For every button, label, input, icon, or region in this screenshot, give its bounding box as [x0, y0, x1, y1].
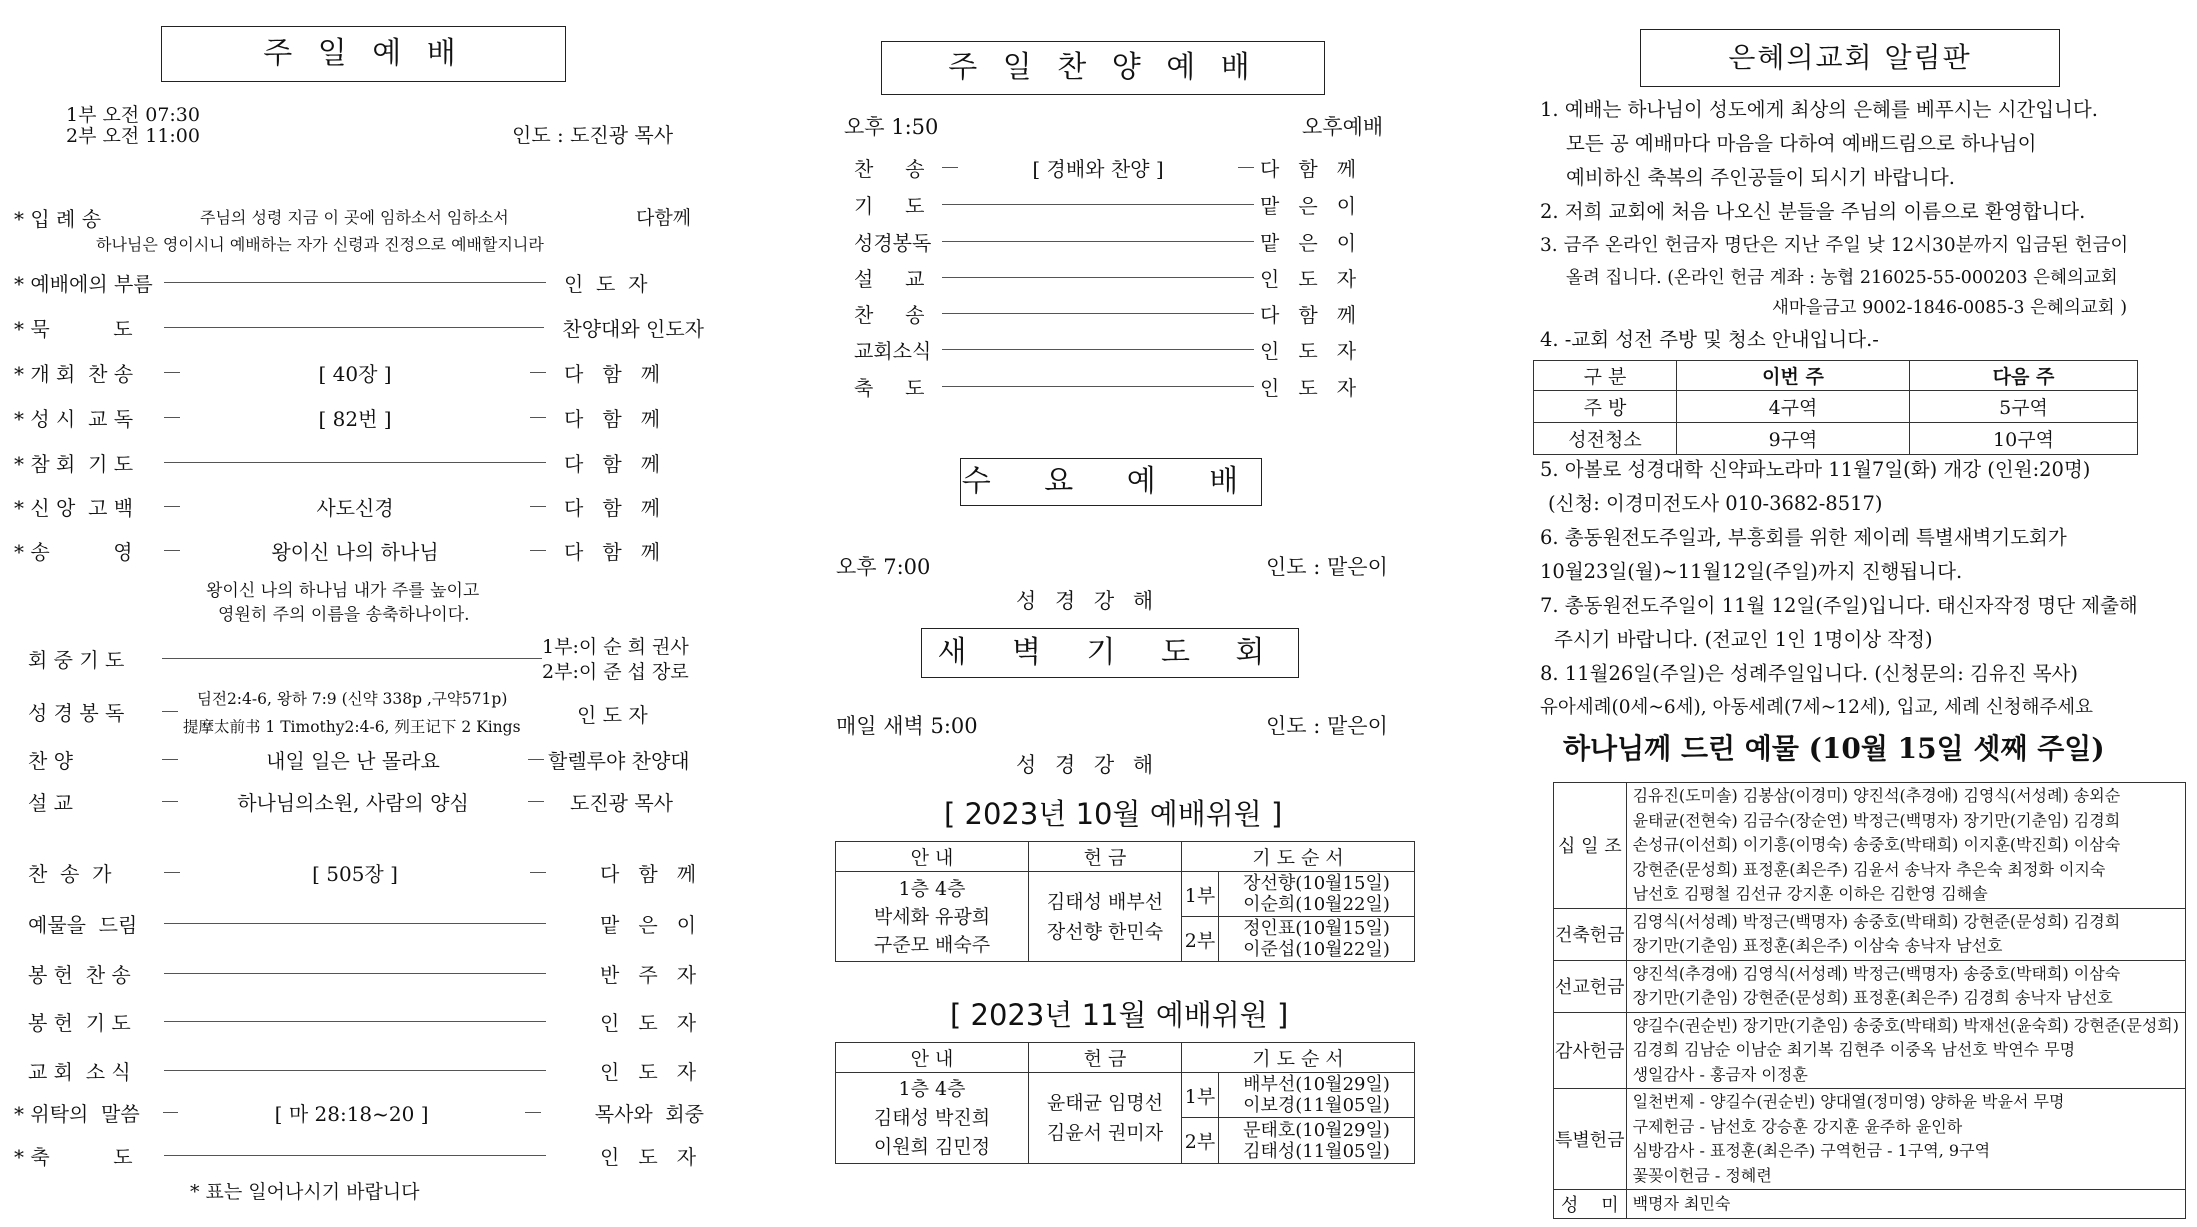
sunday2-item-6: [14, 1097, 704, 1127]
nov-prayer-2b: 김태성(11월05일): [1243, 1140, 1390, 1162]
clean-kitchen-label: 주 방: [1534, 391, 1677, 423]
offering-row-names: [1626, 960, 2185, 1012]
sunday-item-4: [14, 402, 704, 432]
entrance-label: * 입 례 송: [14, 207, 102, 231]
offering-title: 하나님께 드린 예물 (10월 15일 셋째 주일): [1563, 732, 2105, 765]
oct-prayer-2a: 정인표(10월15일): [1243, 918, 1390, 939]
notice-line-8: 4. -교회 성전 주방 및 청소 안내입니다.-: [1540, 328, 1879, 351]
sermon-who: 도진광 목사: [570, 790, 673, 815]
sunday2-item-1: [28, 857, 718, 887]
praise-item-label: 교회소식: [854, 338, 932, 363]
notice-title: 은혜의교회 알림판: [1640, 29, 2060, 87]
wednesday-leader: 인도 : 맡은이: [1266, 555, 1388, 579]
november-committee-table: [835, 1042, 1415, 1164]
praise-item-responsible: 맡 은 이: [1260, 193, 1357, 218]
praise-item-label: 찬 송: [854, 302, 925, 327]
oct-guide-names-1: 박세화 유광희: [873, 905, 991, 928]
nov-guide-names-2: 이원희 김민정: [873, 1135, 991, 1158]
sunday-item-responsible: 다 함 께: [564, 539, 661, 564]
prayer-who-2: 2부:이 준 섭 장로: [542, 661, 689, 683]
offering-name-line: 꽃꽂이헌금 - 정혜련: [1632, 1165, 1772, 1185]
sunday-item-5: [14, 447, 704, 477]
nov-header-prayer: 기 도 순 서: [1182, 1043, 1415, 1073]
notice-line-12: 10월23일(월)~11월12일(주일)까지 진행됩니다.: [1540, 560, 1963, 583]
sunday-item-detail: 왕이신 나의 하나님: [271, 539, 439, 564]
praise-item-2: [854, 189, 1414, 219]
offering-row-names: [1626, 908, 2185, 960]
offering-name-line: 김경희 김남순 이남순 최기복 김현주 이중옥 남선호 박연수 무명: [1632, 1040, 2076, 1059]
nov-part-1: 1부: [1182, 1073, 1219, 1118]
sunday2-item-responsible: 인 도 자: [600, 1144, 697, 1169]
offering-name-line: 장기만(기춘임) 강현준(문성희) 표정훈(최은주) 김경희 송낙자 남선호: [1632, 988, 2113, 1007]
offering-name-line: 심방감사 - 표정훈(최은주) 구역헌금 - 1구역, 9구역: [1632, 1141, 1991, 1160]
sunday-item-responsible: 다 함 께: [564, 495, 661, 520]
prayer-who-1: 1부:이 순 희 권사: [542, 636, 689, 658]
sunday2-item-responsible: 다 함 께: [600, 861, 697, 886]
nov-part-2: 2부: [1182, 1118, 1219, 1164]
sunday-time-2: 2부 오전 11:00: [66, 125, 200, 147]
offering-name-line: 윤태균(전현숙) 김금수(장순연) 박정근(백명자) 장기만(기춘임) 김경희: [1632, 810, 2121, 830]
offering-row-label: 특별헌금: [1554, 1089, 1627, 1190]
offering-name-line: 일천번제 - 양길수(권순빈) 양대열(정미영) 양하윤 박윤서 무명: [1632, 1092, 2065, 1111]
nov-guide-names-1: 김태성 박진희: [873, 1106, 991, 1129]
offering-row-label: 성 미: [1554, 1190, 1627, 1219]
nov-guide-floors: 1층 4층: [898, 1077, 966, 1100]
oct-header-prayer: 기 도 순 서: [1182, 842, 1415, 872]
sunday-item-responsible: 찬양대와 인도자: [562, 316, 704, 341]
sunday-leader: 인도 : 도진광 목사: [512, 123, 674, 147]
praise-item-1: [854, 152, 1414, 182]
notice-line-4: 2. 저희 교회에 처음 나오신 분들을 주님의 이름으로 환영합니다.: [1540, 200, 2086, 223]
notice-line-13: 7. 총동원전도주일이 11월 12일(주일)입니다. 태신자작정 명단 제출해: [1540, 594, 2138, 617]
sunday-item-responsible: 인 도 자: [564, 271, 648, 296]
oct-prayer-2: [1219, 917, 1415, 962]
notice-line-6: 올려 집니다. (온라인 헌금 계좌 : 농협 216025-55-000203 은혜의교회: [1566, 268, 2118, 288]
nov-prayer-1: [1219, 1073, 1415, 1118]
sunday2-item-7: [14, 1140, 704, 1170]
sunday2-item-responsible: 목사와 회중: [594, 1101, 705, 1126]
oct-offering-2: 장선향 한민숙: [1046, 920, 1164, 943]
offering-name-line: 구제헌금 - 남선호 강승훈 강지훈 윤주하 윤인하: [1632, 1116, 1963, 1136]
sunday-item-7: [14, 535, 704, 565]
sunday2-item-responsible: 인 도 자: [600, 1059, 697, 1084]
sunday2-item-2: [28, 908, 718, 938]
praise-item-responsible: 인 도 자: [1260, 375, 1357, 400]
offering-table: [1553, 782, 2186, 1219]
clean-header-2: 이번 주: [1677, 361, 1910, 391]
dawn-title: 새 벽 기 도 회: [921, 628, 1299, 678]
sermon-title: 하나님의소원, 사람의 양심: [237, 790, 469, 815]
praise-item-3: [854, 226, 1414, 256]
choir-label: 찬 양: [28, 748, 73, 773]
praise-item-responsible: 맡 은 이: [1260, 230, 1357, 255]
oct-prayer-2b: 이준섭(10월22일): [1243, 939, 1390, 960]
clean-kitchen-next: 5구역: [1910, 391, 2138, 423]
sunday-item-detail: 사도신경: [316, 495, 394, 520]
sunday-item-label: * 송 영: [14, 539, 133, 564]
praise-title: 주 일 찬 양 예 배: [881, 41, 1325, 95]
offering-name-line: 남선호 김평철 김선규 강지훈 이하은 김한영 김해솔: [1632, 884, 1988, 903]
reading-label: 성 경 봉 독: [28, 700, 125, 725]
sunday2-item-responsible: 인 도 자: [600, 1010, 697, 1035]
notice-line-3: 예비하신 축복의 주인공들이 되시기 바랍니다.: [1566, 166, 1955, 189]
oct-prayer-1: [1219, 872, 1415, 917]
notice-line-16: 유아세례(0세~6세), 아동세례(7세~12세), 입교, 세례 신청해주세요: [1540, 697, 2094, 718]
sunday2-item-label: 교 회 소 식: [28, 1059, 131, 1084]
offering-name-line: 김유진(도미솔) 김봉삼(이경미) 양진석(추경애) 김영식(서성례) 송외순: [1632, 786, 2121, 805]
notice-list-2: [1540, 453, 2138, 725]
praise-item-label: 기 도: [854, 193, 925, 218]
offering-row-label: 십 일 조: [1554, 783, 1627, 909]
sunday-time-1: 1부 오전 07:30: [66, 104, 200, 126]
nov-prayer-2: [1219, 1118, 1415, 1164]
praise-time: 오후 1:50: [844, 115, 939, 139]
sunday-item-label: * 개 회 찬 송: [14, 361, 134, 386]
sunday-item-6: [14, 491, 704, 521]
song-lyric-2: 영원히 주의 이름을 송축하나이다.: [218, 605, 470, 625]
sunday-item-label: * 신 앙 고 백: [14, 495, 134, 520]
praise-right: 오후예배: [1302, 115, 1384, 139]
praise-item-label: 찬 송: [854, 156, 925, 181]
praise-item-responsible: 인 도 자: [1260, 266, 1357, 291]
sunday2-item-label: 예물을 드림: [28, 912, 138, 937]
sunday-item-2: [14, 312, 704, 342]
nov-prayer-2a: 문태호(10월29일): [1243, 1119, 1390, 1141]
sunday2-item-responsible: 반 주 자: [600, 962, 697, 987]
offering-row-names: [1626, 783, 2185, 909]
oct-header-guide: 안 내: [836, 842, 1029, 872]
offering-name-line: 양진석(추경애) 김영식(서성례) 박정근(백명자) 송중호(박태희) 이삼숙: [1632, 963, 2121, 983]
choir-row: [28, 744, 698, 774]
notice-line-11: 6. 총동원전도주일과, 부흥회를 위한 제이레 특별새벽기도회가: [1540, 526, 2067, 549]
standing-note: * 표는 일어나시기 바랍니다: [190, 1181, 420, 1203]
oct-guide-cell: [836, 872, 1029, 962]
praise-item-responsible: 다 함 께: [1260, 156, 1357, 181]
prayer-label: 회 중 기 도: [28, 647, 125, 672]
sunday2-item-detail: [ 마 28:18~20 ]: [274, 1101, 429, 1126]
notice-line-9: 5. 아볼로 성경대학 신약파노라마 11월7일(화) 개강 (인원:20명): [1540, 458, 2091, 481]
nov-offering-2: 김윤서 권미자: [1046, 1122, 1164, 1144]
sunday-item-responsible: 다 함 께: [564, 451, 661, 476]
praise-item-responsible: 다 함 께: [1260, 302, 1357, 327]
nov-prayer-1b: 이보경(11월05일): [1243, 1095, 1390, 1116]
nov-header-guide: 안 내: [836, 1043, 1029, 1073]
sunday-item-label: * 예배에의 부름: [14, 271, 153, 296]
nov-prayer-1a: 배부선(10월29일): [1243, 1074, 1390, 1095]
song-lyric-1: 왕이신 나의 하나님 내가 주를 높이고: [206, 581, 480, 601]
praise-item-4: [854, 262, 1414, 292]
offering-name-line: 장기만(기춘임) 표정훈(최은주) 이삼숙 송낙자 남선호: [1632, 936, 2003, 955]
sunday2-item-label: * 위탁의 말씀: [14, 1101, 140, 1126]
sunday-item-responsible: 다 함 께: [564, 406, 661, 431]
choir-who: 할렐루야 찬양대: [548, 748, 690, 773]
nov-offering-cell: [1029, 1073, 1182, 1164]
praise-item-6: [854, 334, 1414, 364]
offering-row-label: 건축헌금: [1554, 908, 1627, 960]
oct-prayer-1b: 이순희(10월22일): [1243, 894, 1390, 915]
nov-offering-1: 윤태균 임명선: [1046, 1092, 1164, 1114]
clean-kitchen-this: 4구역: [1677, 391, 1910, 423]
choir-title: 내일 일은 난 몰라요: [266, 748, 440, 773]
notice-line-2: 모든 공 예배마다 마음을 다하여 예배드림으로 하나님이: [1566, 132, 2037, 155]
offering-name-line: 생일감사 - 홍금자 이정훈: [1632, 1064, 1808, 1084]
clean-sanctuary-next: 10구역: [1910, 423, 2138, 455]
notice-line-10: (신청: 이경미전도사 010-3682-8517): [1548, 492, 1883, 515]
offering-row-names: [1626, 1089, 2185, 1190]
oct-part-1: 1부: [1182, 872, 1219, 917]
sermon-row: [28, 786, 698, 816]
praise-item-detail: [ 경배와 찬양 ]: [1032, 156, 1164, 181]
entrance-text: 주님의 성령 지금 이 곳에 임하소서 임하소서: [200, 208, 509, 227]
oct-offering-1: 김태성 배부선: [1046, 890, 1164, 913]
october-committee-table: [835, 841, 1415, 962]
offering-name-line: 양길수(권순빈) 장기만(기춘임) 송중호(박태희) 박재선(윤숙희) 강현준(문성희): [1632, 1015, 2180, 1035]
sunday2-item-detail: [ 505장 ]: [312, 861, 398, 886]
sunday-item-label: * 성 시 교 독: [14, 406, 134, 431]
sunday2-item-label: * 축 도: [14, 1144, 133, 1169]
dawn-leader: 인도 : 맡은이: [1266, 714, 1388, 738]
dawn-sub: 성 경 강 해: [1016, 753, 1160, 777]
offering-row-names: [1626, 1012, 2185, 1089]
nov-header-offering: 헌 금: [1029, 1043, 1182, 1073]
sunday-item-label: * 묵 도: [14, 316, 133, 341]
cleaning-table: [1533, 360, 2138, 455]
praise-item-5: [854, 298, 1414, 328]
praise-item-label: 설 교: [854, 266, 925, 291]
oct-guide-names-2: 구준모 배숙주: [873, 933, 991, 956]
praise-item-responsible: 인 도 자: [1260, 338, 1357, 363]
offering-name-line: 손성규(이선희) 이기흥(이명숙) 송중호(박태희) 이지훈(박진희) 이삼숙: [1632, 835, 2121, 854]
oct-part-2: 2부: [1182, 917, 1219, 962]
offering-row-label: 감사헌금: [1554, 1012, 1627, 1089]
offering-name-line: 강현준(문성희) 표정훈(최은주) 김윤서 송낙자 추은숙 최정화 이지숙: [1632, 859, 2106, 879]
wednesday-time: 오후 7:00: [836, 555, 931, 579]
sunday-item-1: [14, 267, 704, 297]
wednesday-title: 수 요 예 배: [960, 458, 1262, 506]
reading-who: 인 도 자: [577, 703, 648, 727]
oct-prayer-1a: 장선향(10월15일): [1243, 873, 1390, 894]
november-title: [ 2023년 11월 예배위원 ]: [950, 998, 1289, 1032]
oct-header-offering: 헌 금: [1029, 842, 1182, 872]
wednesday-sub: 성 경 강 해: [1016, 589, 1160, 613]
notice-line-5: 3. 금주 온라인 헌금자 명단은 지난 주일 낮 12시30분까지 입금된 헌금이: [1540, 235, 2129, 256]
oct-guide-floors: 1층 4층: [898, 877, 966, 900]
sunday-item-detail: [ 40장 ]: [318, 361, 392, 386]
sunday2-item-5: [28, 1055, 718, 1085]
praise-item-7: [854, 371, 1414, 401]
notice-line-15: 8. 11월26일(주일)은 성례주일입니다. (신청문의: 김유진 목사): [1540, 662, 2078, 685]
notice-line-1: 1. 예배는 하나님이 성도에게 최상의 은혜를 베푸시는 시간입니다.: [1540, 98, 2098, 121]
offering-name-line: 백명자 최민숙: [1632, 1193, 1731, 1213]
sunday2-item-label: 봉 헌 기 도: [28, 1010, 131, 1035]
offering-name-line: 김영식(서성례) 박정근(백명자) 송중호(박태희) 강현준(문성희) 김경희: [1632, 911, 2121, 931]
sunday2-item-4: [28, 1006, 718, 1036]
nov-guide-cell: [836, 1073, 1029, 1164]
notice-line-14: 주시기 바랍니다. (전교인 1인 1명이상 작정): [1554, 628, 1933, 651]
entrance-who: 다함께: [636, 207, 692, 229]
sunday2-item-3: [28, 958, 718, 988]
sunday2-item-label: 봉 헌 찬 송: [28, 962, 131, 987]
sunday-item-responsible: 다 함 께: [564, 361, 661, 386]
dawn-time: 매일 새벽 5:00: [836, 714, 978, 738]
clean-header-1: 구 분: [1534, 361, 1677, 391]
praise-item-label: 성경봉독: [854, 230, 932, 255]
clean-header-3: 다음 주: [1910, 361, 2138, 391]
reading-ref-2: 提摩太前书 1 Timothy2:4-6, 列王记下 2 Kings: [183, 718, 521, 736]
sunday-title: 주 일 예 배: [161, 26, 566, 82]
notice-line-7: 새마을금고 9002-1846-0085-3 은혜의교회 ): [1772, 298, 2128, 318]
october-title: [ 2023년 10월 예배위원 ]: [944, 797, 1283, 831]
sunday-item-3: [14, 357, 704, 387]
sermon-label: 설 교: [28, 790, 73, 815]
sunday-item-label: * 참 회 기 도: [14, 451, 134, 476]
entrance-verse: 하나님은 영이시니 예배하는 자가 신령과 진정으로 예배할지니라: [96, 235, 544, 254]
sunday-item-detail: [ 82번 ]: [318, 406, 392, 431]
clean-sanctuary-label: 성전청소: [1534, 423, 1677, 455]
reading-ref-1: 딤전2:4-6, 왕하 7:9 (신약 338p ,구약571p): [197, 690, 508, 708]
oct-offering-cell: [1029, 872, 1182, 962]
sunday2-item-responsible: 맡 은 이: [600, 912, 697, 937]
clean-sanctuary-this: 9구역: [1677, 423, 1910, 455]
notice-list: [1540, 93, 2128, 357]
offering-row-names: [1626, 1190, 2185, 1219]
praise-item-label: 축 도: [854, 375, 925, 400]
sunday2-item-label: 찬 송 가: [28, 861, 112, 886]
offering-row-label: 선교헌금: [1554, 960, 1627, 1012]
